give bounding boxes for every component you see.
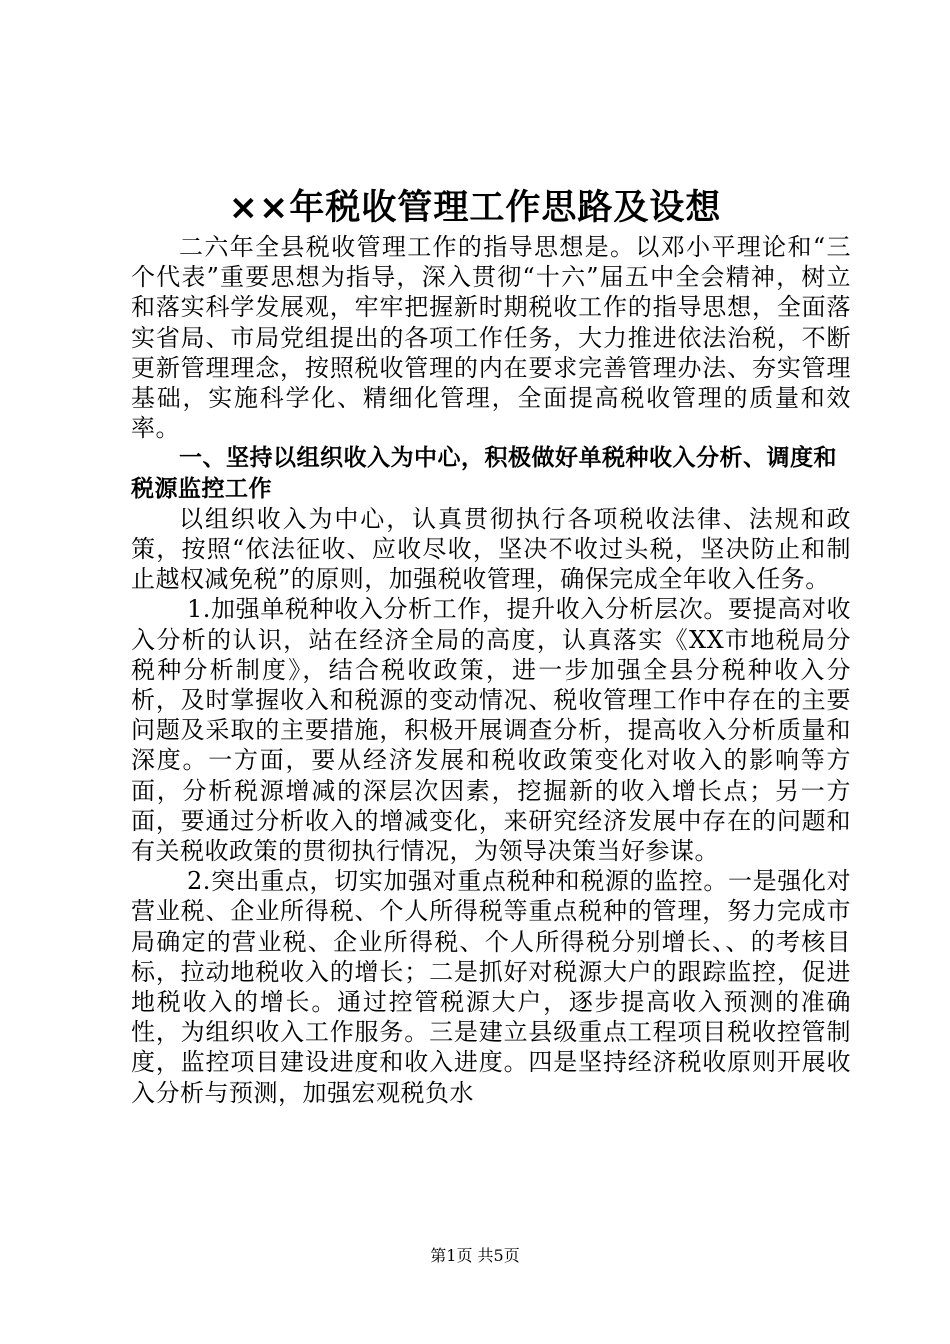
section-1-heading: 一、坚持以组织收入为中心，积极做好单税种收入分析、调度和税源监控工作 (131, 445, 837, 502)
document-body (131, 232, 851, 1108)
page-footer: 第1页 共5页 (430, 1246, 520, 1265)
document-title: ××年税收管理工作思路及设想 (228, 188, 722, 228)
item-2-paragraph: 2.突出重点，切实加强对重点税种和税源的监控。一是强化对营业税、企业所得税、个人所得税等重点税种的管理，努力完成市局确定的营业税、企业所得税、个人所得税分别增长、、的考核目标，拉动地税收入的增长；二是抓好对税源大户的跟踪监控，促进地税收入的增长。通过控管税源大户，逐步提高收入预测的准确性，为组织收入工作服务。三是建立县级重点工程项目税收控管制度，监控项目建设进度和收入进度。四是坚持经济税收原则开展收入分析与预测，加强宏观税负水 (131, 867, 851, 1107)
section-1-paragraph: 以组织收入为中心，认真贯彻执行各项税收法律、法规和政策，按照“依法征收、应收尽收，坚决不收过头税，坚决防止和制止越权减免税”的原则，加强税收管理，确保完成全年收入任务。 (131, 504, 851, 594)
intro-paragraph: 二六年全县税收管理工作的指导思想是。以邓小平理论和“三个代表”重要思想为指导，深入贯彻“十六”届五中全会精神，树立和落实科学发展观，牢牢把握新时期税收工作的指导思想，全面落实省局、市局党组提出的各项工作任务，大力推进依法治税，不断更新管理理念，按照税收管理的内在要求完善管理办法、夯实管理基础，实施科学化、精细化管理，全面提高税收管理的质量和效率。 (131, 233, 851, 443)
item-1-paragraph: 1.加强单税种收入分析工作，提升收入分析层次。要提高对收入分析的认识，站在经济全局的高度，认真落实《XX市地税局分税种分析制度》，结合税收政策，进一步加强全县分税种收入分析，及时掌握收入和税源的变动情况、税收管理工作中存在的主要问题及采取的主要措施，积极开展调查分析，提高收入分析质量和深度。一方面，要从经济发展和税收政策变化对收入的影响等方面，分析税源增减的深层次因素，挖掘新的收入增长点；另一方面，要通过分析收入的增减变化，来研究经济发展中存在的问题和有关税收政策的贯彻执行情况，为领导决策当好参谋。 (131, 595, 851, 866)
